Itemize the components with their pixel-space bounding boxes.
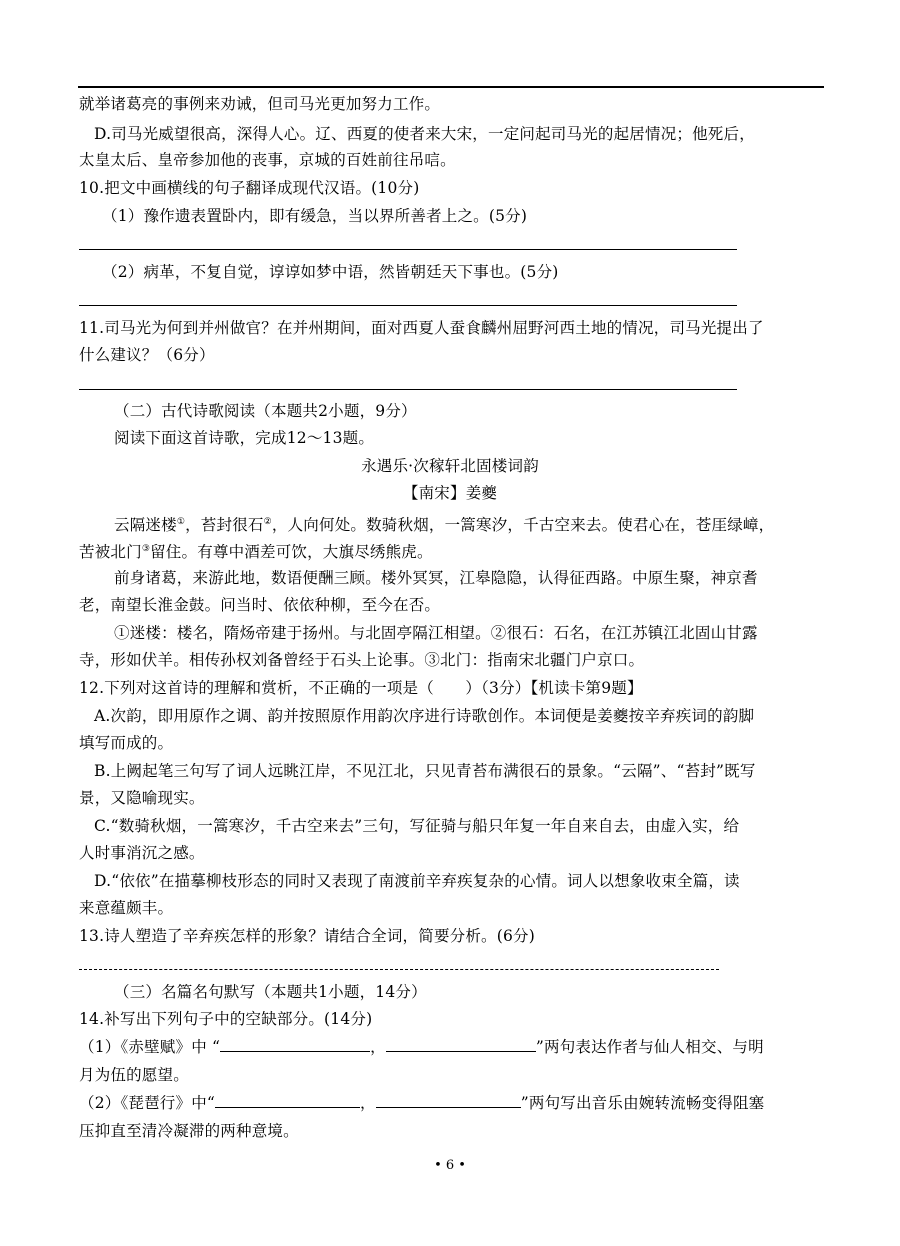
poem-author: 【南宋】姜夔 <box>402 484 498 502</box>
poem-para1-line1 <box>114 512 774 535</box>
q11-line1: 11.司马光为何到并州做官？在并州期间，面对西夏人蚕食麟州屈野河西土地的情况，司马光提出了 <box>79 319 764 337</box>
footnote-marker: ① <box>176 517 186 527</box>
poem-text: 云隔迷楼 <box>114 516 177 535</box>
q14-item1-line2: 月为伍的愿望。 <box>79 1066 189 1084</box>
q14-title: 14.补写出下列句子中的空缺部分。(14分) <box>79 1010 373 1028</box>
poem-para2-line1: 前身诸葛，来游此地，数语便酬三顾。楼外冥冥，江皋隐隐，认得征西路。中原生聚，神京耆 <box>114 569 758 587</box>
section2-heading: （二）古代诗歌阅读（本题共2小题，9分） <box>114 402 417 420</box>
page-number: • 6 • <box>434 1158 466 1173</box>
q12-option-a-line2: 填写而成的。 <box>79 734 174 752</box>
q12-option-d-line2: 来意蕴颇丰。 <box>79 899 174 917</box>
q14-item1-blank-1[interactable] <box>220 1037 370 1052</box>
q11-answer-line[interactable] <box>79 389 737 390</box>
q10-sentence-1: （1）豫作遗表置卧内，即有缓急，当以界所善者上之。(5分) <box>102 207 528 225</box>
q12-option-b-line2: 景，又隐喻现实。 <box>79 789 205 807</box>
section3-heading: （三）名篇名句默写（本题共1小题，14分） <box>114 983 427 1001</box>
poem-notes-line1: ①迷楼：楼名，隋炀帝建于扬州。与北固亭隔江相望。②很石：石名，在江苏镇江北固山甘露 <box>114 624 758 642</box>
q14-item1-prefix: （1）《赤壁赋》中 “ <box>79 1038 221 1056</box>
q9-option-d-line1: D.司马光威望很高，深得人心。辽、西夏的使者来大宋，一定问起司马光的起居情况；他死后， <box>94 125 755 143</box>
header-rule <box>78 86 824 88</box>
footnote-marker: ③ <box>141 544 151 554</box>
q10-answer-line-2[interactable] <box>79 305 737 306</box>
q14-item2-line2: 压抑直至清冷凝滞的两种意境。 <box>79 1122 299 1140</box>
q14-item2-blank-2[interactable] <box>376 1093 521 1108</box>
q13-answer-line[interactable] <box>79 969 719 970</box>
q12-option-d-line1: D.“依依”在描摹柳枝形态的同时又表现了南渡前辛弃疾复杂的心情。词人以想象收束全篇，读 <box>94 872 740 890</box>
q10-title: 10.把文中画横线的句子翻译成现代汉语。(10分) <box>79 179 420 197</box>
q14-item2-prefix: （2）《琵琶行》中“ <box>79 1094 216 1112</box>
q14-item2-separator: ， <box>360 1094 376 1112</box>
q10-answer-line-1[interactable] <box>79 249 737 250</box>
q10-sentence-2: （2）病革，不复自觉，谆谆如梦中语，然皆朝廷天下事也。(5分) <box>102 263 559 281</box>
q14-item2-line1 <box>79 1093 764 1113</box>
poem-text: ，人向何处。数骑秋烟，一篙寒汐，千古空来去。使君心在，苍厓绿嶂， <box>271 516 775 535</box>
q9-option-d-line2: 太皇太后、皇帝参加他的丧事，京城的百姓前往吊唁。 <box>79 151 456 169</box>
q14-item1-suffix: ”两句表达作者与仙人相交、与明 <box>535 1038 764 1056</box>
q14-item1-blank-2[interactable] <box>386 1037 536 1052</box>
section2-intro: 阅读下面这首诗歌，完成12～13题。 <box>114 429 375 447</box>
q11-line2: 什么建议？（6分） <box>79 346 215 364</box>
q14-item1-line1 <box>79 1037 764 1057</box>
poem-text: ，苔封很石 <box>185 516 264 535</box>
footnote-marker: ② <box>263 517 272 527</box>
q14-item2-suffix: ”两句写出音乐由婉转流畅变得阻塞 <box>520 1094 765 1112</box>
poem-text: 留住。有尊中酒差可饮，大旗尽绣熊虎。 <box>150 543 433 562</box>
poem-para1-line2 <box>79 539 433 562</box>
q14-item2-blank-1[interactable] <box>215 1093 360 1108</box>
poem-notes-line2: 寺，形如伏羊。相传孙权刘备曾经于石头上论事。③北门：指南宋北疆门户京口。 <box>79 651 645 669</box>
q12-stem: 12.下列对这首诗的理解和赏析，不正确的一项是（ ）（3分）【机读卡第9题】 <box>79 679 643 697</box>
q12-option-c-line2: 人时事消沉之感。 <box>79 844 205 862</box>
poem-para2-line2: 老，南望长淮金鼓。问当时、依依种柳，至今在否。 <box>79 596 441 614</box>
q13-stem: 13.诗人塑造了辛弃疾怎样的形象？请结合全词，简要分析。(6分) <box>79 927 536 945</box>
poem-title: 永遇乐·次稼轩北固楼词韵 <box>361 457 539 475</box>
q12-option-a-line1: A.次韵，即用原作之调、韵并按照原作用韵次序进行诗歌创作。本词便是姜夔按辛弃疾词的韵脚 <box>94 707 755 725</box>
q14-item1-separator: ， <box>370 1038 386 1056</box>
q12-option-b-line1: B.上阙起笔三句写了词人远眺江岸，不见江北，只见青苔布满很石的景象。“云隔”、“苔封”既写 <box>94 762 756 780</box>
q9-option-c-tail: 就举诸葛亮的事例来劝诫，但司马光更加努力工作。 <box>79 95 441 113</box>
q12-option-c-line1: C.“数骑秋烟，一篙寒汐，千古空来去”三句，写征骑与船只年复一年自来自去，由虚入实，给 <box>94 817 740 835</box>
poem-text: 苦被北门 <box>79 543 142 562</box>
